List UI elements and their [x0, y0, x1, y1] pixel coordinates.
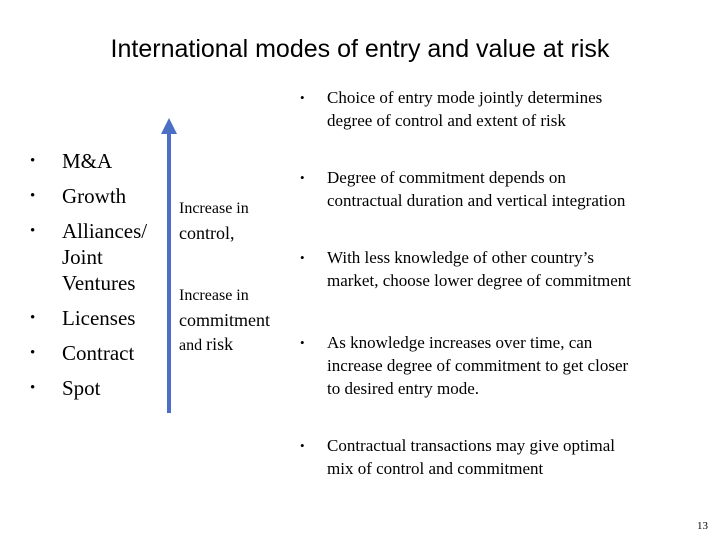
bullet-icon: • — [300, 335, 305, 350]
list-item-growth — [30, 183, 172, 209]
caption-small: Increase in — [179, 287, 249, 304]
bullet-icon: • — [300, 250, 305, 265]
caption-big: control, — [179, 223, 235, 243]
point-line: degree of control and extent of risk — [327, 111, 566, 130]
bullet-icon: • — [300, 90, 305, 105]
caption-small: Increase in — [179, 200, 249, 217]
caption-risk-line — [179, 332, 270, 358]
point-line: As knowledge increases over time, can — [327, 333, 593, 352]
slide-title: International modes of entry and value at risk — [110, 35, 610, 63]
bullet-icon: • — [300, 170, 305, 185]
list-item-contract — [30, 340, 172, 366]
control-caption — [179, 197, 249, 245]
point-line: increase degree of commitment to get closer — [327, 356, 629, 375]
point-line: Degree of commitment depends on — [327, 168, 566, 187]
list-item — [300, 331, 628, 400]
bullet-icon: • — [30, 345, 36, 361]
bullet-icon: • — [30, 380, 36, 396]
point-line: Contractual transactions may give optimal — [327, 436, 615, 455]
point-line: to desired entry mode. — [327, 379, 480, 398]
list-item — [300, 434, 615, 480]
list-item — [300, 166, 625, 212]
list-item-spot — [30, 375, 172, 401]
bullet-icon: • — [30, 188, 36, 204]
list-item — [300, 246, 631, 292]
up-arrow-icon — [156, 118, 182, 413]
commitment-caption — [179, 284, 270, 358]
caption-risk: risk — [206, 334, 234, 354]
list-item-alliances — [30, 218, 172, 296]
mode-label: Licenses — [62, 306, 136, 330]
list-item-mna — [30, 148, 172, 174]
mode-label: Alliances/ Joint Ventures — [62, 219, 148, 295]
caption-and: and — [179, 337, 207, 354]
mode-label: Spot — [62, 376, 101, 400]
point-line: With less knowledge of other country’s — [327, 248, 595, 267]
bullet-icon: • — [300, 438, 305, 453]
point-line: Choice of entry mode jointly determines — [327, 88, 603, 107]
bullet-icon: • — [30, 153, 36, 169]
point-line: market, choose lower degree of commitment — [327, 271, 631, 290]
mode-label: M&A — [62, 149, 113, 173]
point-line: contractual duration and vertical integration — [327, 191, 626, 210]
bullet-icon: • — [30, 310, 36, 326]
list-item — [300, 86, 602, 132]
mode-label: Contract — [62, 341, 135, 365]
caption-big: commitment — [179, 310, 270, 330]
entry-modes-list — [30, 148, 172, 410]
list-item-licenses — [30, 305, 172, 331]
page-number: 13 — [697, 520, 708, 532]
mode-label: Growth — [62, 184, 127, 208]
arrow-head — [161, 118, 177, 134]
point-line: mix of control and commitment — [327, 459, 544, 478]
bullet-icon: • — [30, 223, 36, 239]
